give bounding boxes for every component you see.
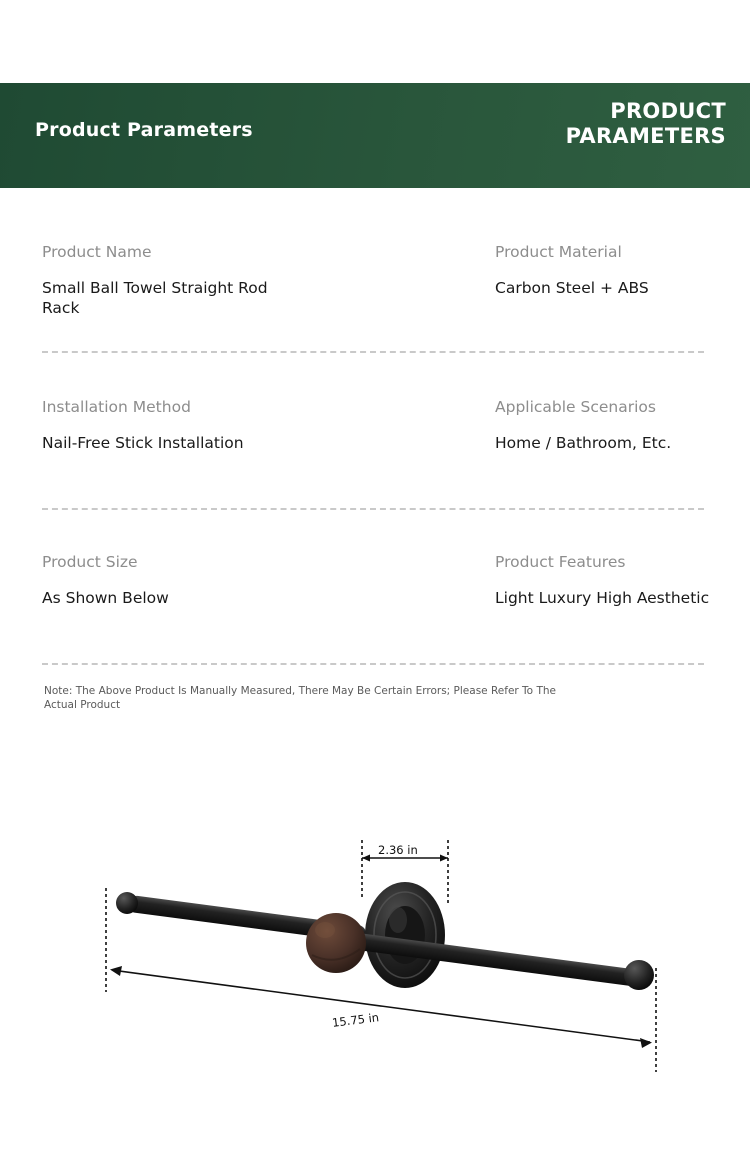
parameter-label: Product Features: [495, 553, 626, 571]
parameter-label: Applicable Scenarios: [495, 398, 656, 416]
parameter-label: Product Size: [42, 553, 138, 571]
parameter-value: Nail-Free Stick Installation: [42, 434, 244, 452]
row-divider: [42, 663, 704, 665]
parameter-label: Product Name: [42, 243, 152, 261]
header-banner: [0, 83, 750, 188]
parameter-value: Light Luxury High Aesthetic: [495, 589, 710, 607]
banner-title-right-line2: PARAMETERS: [565, 124, 726, 148]
towel-rack-illustration: [0, 780, 750, 1120]
parameter-value: As Shown Below: [42, 589, 169, 607]
parameter-row: [0, 343, 750, 498]
measurement-note: Note: The Above Product Is Manually Measured, There May Be Certain Errors; Please Refer To The Actual Product: [44, 685, 556, 711]
dimension-label-length: 15.75 in: [331, 1010, 380, 1030]
banner-title-right-line1: PRODUCT: [610, 99, 726, 123]
dimension-label-width: 2.36 in: [378, 843, 418, 857]
banner-title-right: [566, 99, 726, 149]
parameter-label: Product Material: [495, 243, 622, 261]
parameter-value: Home / Bathroom, Etc.: [495, 434, 672, 452]
parameter-cell-installation-method: [42, 343, 462, 453]
parameter-cell-applicable-scenarios: [495, 343, 735, 453]
banner-title-left: Product Parameters: [35, 119, 253, 141]
parameter-cell-product-material: [495, 188, 735, 298]
parameter-value: Small Ball Towel Straight Rod Rack: [42, 279, 268, 317]
parameter-cell-product-size: [42, 498, 462, 608]
product-diagram: [0, 780, 750, 1120]
parameters-table: [0, 188, 750, 653]
row-divider: [42, 351, 704, 353]
row-divider: [42, 508, 704, 510]
parameter-cell-product-name: [42, 188, 462, 318]
parameter-row: [0, 498, 750, 653]
parameter-cell-product-features: [495, 498, 735, 608]
parameter-value: Carbon Steel + ABS: [495, 279, 649, 297]
parameter-label: Installation Method: [42, 398, 191, 416]
parameter-row: [0, 188, 750, 343]
